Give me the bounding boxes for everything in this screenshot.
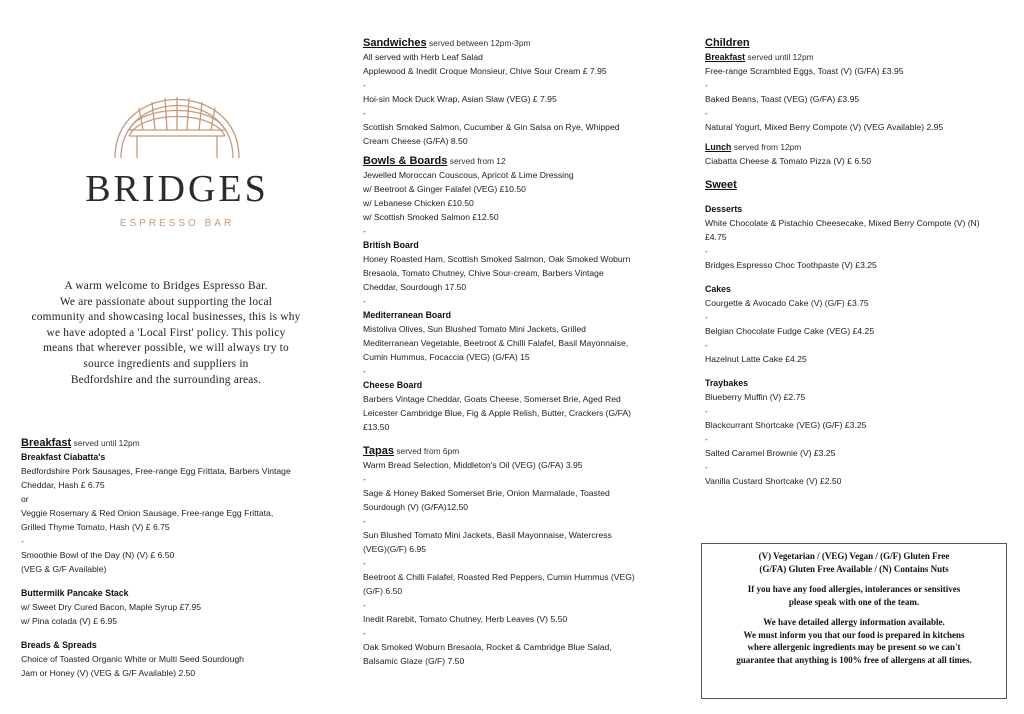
menu-line: Inedit Rarebit, Tomato Chutney, Herb Leaves (V) 5.50 [363,614,568,624]
menu-line: £4.75 [705,232,727,242]
menu-line: Bedfordshire Pork Sausages, Free-range Egg Frittata, Barbers Vintage [21,466,291,476]
menu-line: - [363,80,366,90]
sandwiches-title: Sandwiches [363,37,427,49]
menu-line: Belgian Chocolate Fudge Cake (VEG) £4.25 [705,326,875,336]
menu-line: - [21,536,24,546]
menu-line: (G/F) 6.50 [363,586,403,596]
allergy-info-box [701,543,1007,699]
menu-line: Cheddar, Sourdough 17.50 [363,282,467,292]
menu-line: - [363,108,366,118]
menu-line: Leicester Cambridge Blue, Fig & Apple Relish, Butter, Crackers (G/FA) [363,408,631,418]
menu-line: Cheddar, Hash £ 6.75 [21,480,105,490]
right-column [705,36,1010,488]
menu-line: Salted Caramel Brownie (V) £3.25 [705,448,836,458]
allergy-text: please speak with one of the team. [788,596,920,607]
menu-line: Blackcurrant Shortcake (VEG) (G/F) £3.25 [705,420,867,430]
menu-line: Baked Beans, Toast (VEG) (G/FA) £3.95 [705,94,860,104]
menu-line: - [705,406,708,416]
menu-line: Applewood & Inedit Croque Monsieur, Chive Sour Cream £ 7.95 [363,66,607,76]
children-lunch-title: Lunch [705,142,732,152]
children-breakfast-note: served until 12pm [747,52,814,62]
menu-line: Grilled Thyme Tomato, Hash (V) £ 6.75 [21,522,170,532]
desserts-title: Desserts [705,204,743,214]
menu-line: - [705,108,708,118]
menu-line: - [363,600,366,610]
breakfast-title: Breakfast [21,437,72,449]
sandwiches-heading [363,36,668,50]
ciabatta-title: Breakfast Ciabatta's [21,452,106,462]
breads-title: Breads & Spreads [21,640,97,650]
menu-line: w/ Scottish Smoked Salmon £12.50 [363,212,499,222]
allergy-text: guarantee that anything is 100% free of allergens at all times. [736,654,972,665]
british-board-title: British Board [363,240,419,250]
menu-line: or [21,494,29,504]
tapas-heading [363,444,668,458]
menu-line: Scottish Smoked Salmon, Cucumber & Gin Salsa on Rye, Whipped [363,122,620,132]
menu-line: - [363,474,366,484]
menu-line: Sun Blushed Tomato Mini Jackets, Basil Mayonnaise, Watercress [363,530,612,540]
menu-line: - [363,558,366,568]
tapas-note: served from 6pm [396,446,460,456]
allergy-text: If you have any food allergies, intolerances or sensitives [747,584,961,594]
menu-line: £13.50 [363,422,390,432]
menu-line: (VEG & G/F Available) [21,564,107,574]
brand-name: BRIDGES [85,168,269,210]
menu-line: Bridges Espresso Choc Toothpaste (V) £3.25 [705,260,877,270]
menu-line: White Chocolate & Pistachio Cheesecake, Mixed Berry Compote (V) (N) [705,218,980,228]
menu-line: - [705,434,708,444]
menu-line: - [363,296,366,306]
menu-line: Choice of Toasted Organic White or Multi Seed Sourdough [21,654,244,664]
sweet-title: Sweet [705,179,737,191]
welcome-line: A warm welcome to Bridges Espresso Bar. [64,280,268,292]
menu-line: - [705,312,708,322]
children-breakfast-title: Breakfast [705,52,746,62]
menu-line: Beetroot & Chilli Falafel, Roasted Red Peppers, Cumin Hummus (VEG) [363,572,635,582]
tapas-title: Tapas [363,445,394,457]
menu-line: - [363,628,366,638]
menu-line: Courgette & Avocado Cake (V) (G/F) £3.75 [705,298,869,308]
allergy-text: We must inform you that our food is prepared in kitchens [743,629,965,640]
menu-line: Balsamic Glaze (G/F) 7.50 [363,656,465,666]
menu-line: Oak Smoked Woburn Bresaola, Rocket & Cambridge Blue Salad, [363,642,612,652]
mediterranean-board-title: Mediterranean Board [363,310,451,320]
children-lunch-note: served from 12pm [733,142,802,152]
menu-line: - [363,516,366,526]
welcome-line: we have adopted a 'Local First' policy. This policy [46,326,286,339]
breakfast-section [21,436,321,680]
menu-line: Natural Yogurt, Mixed Berry Compote (V) (VEG Available) 2.95 [705,122,944,132]
bowls-heading [363,154,668,168]
allergy-key-line: (V) Vegetarian / (VEG) Vegan / (G/F) Gluten Free [758,551,950,561]
menu-line: Vanilla Custard Shortcake (V) £2.50 [705,476,842,486]
allergy-text: We have detailed allergy information available. [763,617,945,627]
menu-line: - [705,80,708,90]
menu-line: Cream Cheese (G/FA) 8.50 [363,136,468,146]
menu-line: Sage & Honey Baked Somerset Brie, Onion Marmalade, Toasted [363,488,610,498]
menu-line: Veggie Rosemary & Red Onion Sausage, Free-range Egg Frittata, [21,508,274,518]
menu-line: Sourdough (V) (G/FA)12.50 [363,502,469,512]
welcome-line: source ingredients and suppliers in [83,357,249,370]
menu-line: Mediterranean Vegetable, Beetroot & Chilli Falafel, Basil Mayonnaise, [363,338,629,348]
menu-line: w/ Pina colada (V) £ 6.95 [21,616,118,626]
menu-line: w/ Sweet Dry Cured Bacon, Maple Syrup £7.95 [21,602,202,612]
menu-line: Hoi-sin Mock Duck Wrap, Asian Slaw (VEG) £ 7.95 [363,94,557,104]
menu-line: Smoothie Bowl of the Day (N) (V) £ 6.50 [21,550,175,560]
menu-line: Blueberry Muffin (V) £2.75 [705,392,806,402]
menu-line: Warm Bread Selection, Middleton's Oil (VEG) (G/FA) 3.95 [363,460,583,470]
menu-line: Cumin Hummus, Focaccia (VEG) (G/FA) 15 [363,352,530,362]
menu-line: - [705,462,708,472]
brand-logo [82,60,272,240]
cheese-board-title: Cheese Board [363,380,423,390]
children-breakfast-heading [705,50,1010,64]
menu-line: w/ Lebanese Chicken £10.50 [363,198,474,208]
menu-line: Barbers Vintage Cheddar, Goats Cheese, Somerset Brie, Aged Red [363,394,621,404]
menu-line: - [363,226,366,236]
cakes-title: Cakes [705,284,731,294]
bowls-title: Bowls & Boards [363,155,448,167]
welcome-text [20,279,312,388]
menu-line: All served with Herb Leaf Salad [363,52,483,62]
bridge-arch-icon [107,60,247,164]
breakfast-heading [21,436,321,450]
welcome-line: community and showcasing local businesses, this is why [31,311,301,324]
menu-line: w/ Beetroot & Ginger Falafel (VEG) £10.50 [363,184,526,194]
breakfast-note: served until 12pm [73,438,140,448]
bowls-note: served from 12 [449,156,506,166]
menu-line: Jewelled Moroccan Couscous, Apricot & Lime Dressing [363,170,574,180]
menu-line: Free-range Scrambled Eggs, Toast (V) (G/FA) £3.95 [705,66,904,76]
pancake-title: Buttermilk Pancake Stack [21,588,129,598]
menu-line: Bresaola, Tomato Chutney, Chive Sour-cream, Barbers Vintage [363,268,604,278]
menu-line: Jam or Honey (V) (VEG & G/F Available) 2.50 [21,668,196,678]
allergy-text: where allergenic ingredients may be present so we can't [747,642,961,652]
welcome-line: means that wherever possible, we will always try to [43,342,289,355]
menu-line: (VEG)(G/F) 6.95 [363,544,427,554]
sandwiches-note: served between 12pm-3pm [428,38,531,48]
menu-line: - [363,366,366,376]
menu-line: Hazelnut Latte Cake £4.25 [705,354,807,364]
menu-line: Ciabatta Cheese & Tomato Pizza (V) £ 6.50 [705,156,872,166]
children-title: Children [705,37,750,49]
menu-line: Honey Roasted Ham, Scottish Smoked Salmon, Oak Smoked Woburn [363,254,631,264]
allergy-key-line: (G/FA) Gluten Free Available / (N) Contains Nuts [759,563,949,574]
menu-line: Mistoliva Olives, Sun Blushed Tomato Mini Jackets, Grilled [363,324,586,334]
welcome-line: Bedfordshire and the surrounding areas. [70,373,262,386]
traybakes-title: Traybakes [705,378,749,388]
menu-line: - [705,340,708,350]
welcome-line: We are passionate about supporting the local [59,295,273,308]
menu-line: - [705,246,708,256]
children-lunch-heading [705,140,1010,154]
middle-column [363,36,668,668]
brand-subtitle: ESPRESSO BAR [119,218,235,229]
